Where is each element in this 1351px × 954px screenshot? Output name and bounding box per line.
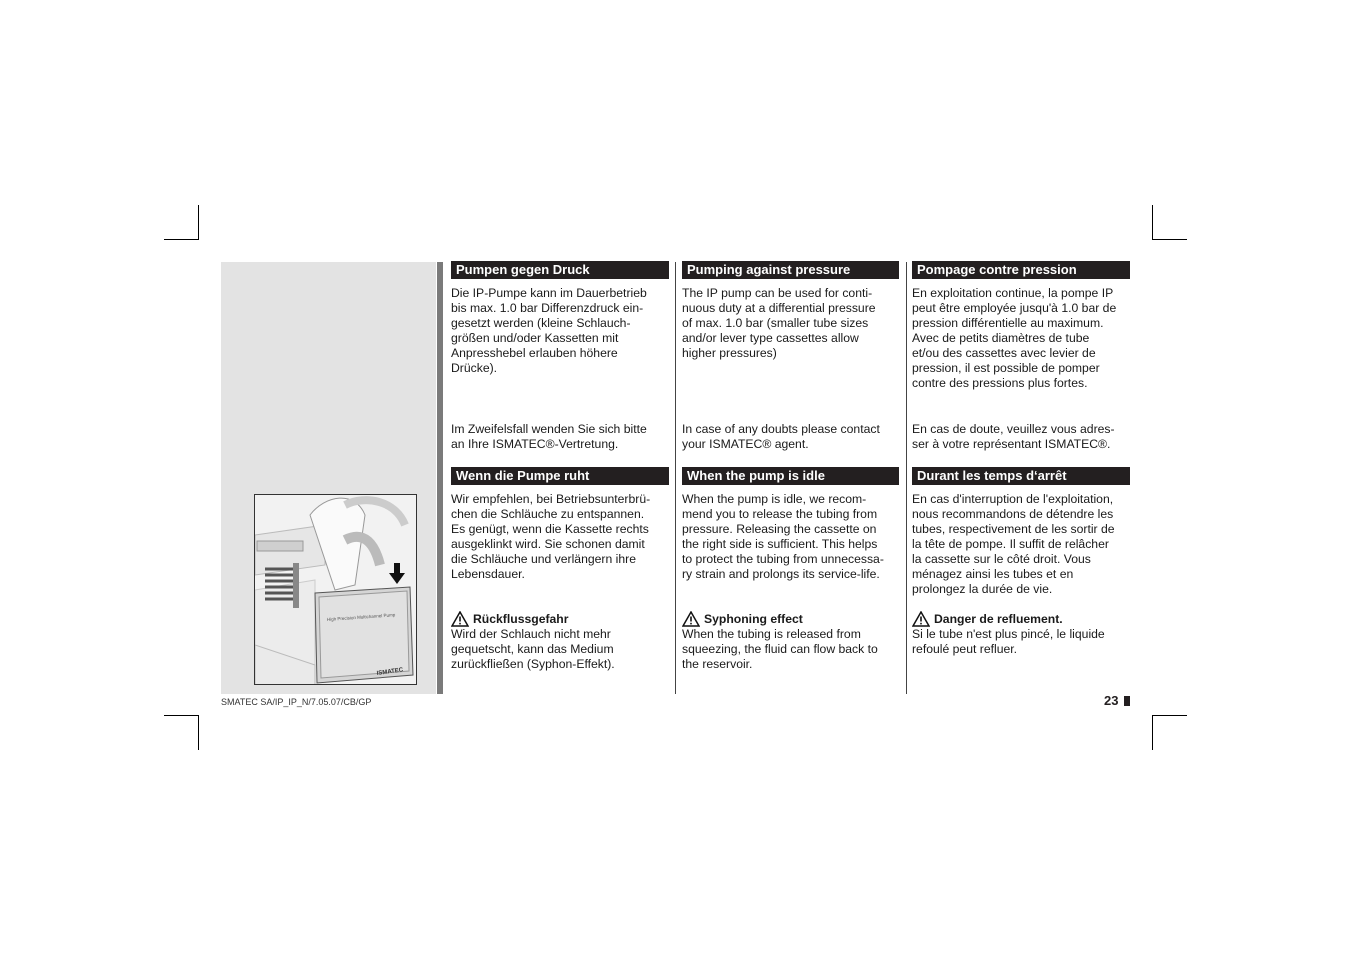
warning-title-row	[682, 609, 902, 627]
warning-title-row	[451, 609, 671, 627]
crop-mark-br-v	[1152, 715, 1153, 750]
column-divider	[906, 262, 907, 694]
crop-mark-tl-v	[198, 205, 199, 240]
warning-block-de	[451, 609, 671, 672]
paragraph-pressure-en: The IP pump can be used for conti- nuous duty at a differential pressure of max. 1.0 bar (smaller tube sizes and/or lever type cassettes allow higher pressures)	[682, 286, 876, 360]
warning-body: Wird der Schlauch nicht mehr gequetscht, kann das Medium zurückfließen (Syphon-Effekt).	[451, 627, 615, 671]
heading-pumping-against-pressure-en: Pumping against pressure	[682, 261, 899, 279]
paragraph-idle-de: Wir empfehlen, bei Betriebsunterbrü- chen die Schläuche zu entspannen. Es genügt, wenn die Kassette rechts ausgeklinkt wird. Sie schonen damit die Schläuche und verlängern ihre Lebensdauer.	[451, 492, 651, 581]
crop-mark-tr-v	[1152, 205, 1153, 240]
warning-block-fr	[912, 609, 1137, 657]
paragraph-idle-en: When the pump is idle, we recom- mend you to release the tubing from pressure. Releasing the cassette on the right side is sufficient. This helps to protect the tubing from unnecessa- ry strain and prolongs its service-life.	[682, 492, 884, 581]
crop-mark-tl-h	[164, 239, 199, 240]
crop-mark-br-h	[1152, 715, 1187, 716]
cassette-label: High Precision Multichannel Pump	[326, 612, 396, 622]
sidebar-rule	[437, 262, 443, 694]
column-divider	[675, 262, 676, 694]
warning-block-en	[682, 609, 902, 672]
paragraph-contact-en: In case of any doubts please contact your ISMATEC® agent.	[682, 422, 880, 451]
heading-pumping-against-pressure-fr: Pompage contre pression	[912, 261, 1130, 279]
page-number: 23	[1104, 693, 1119, 708]
warning-title: Rückflussgefahr	[473, 612, 569, 626]
paragraph-idle-fr: En cas d'interruption de l'exploitation, nous recommandons de détendre les tubes, respectivement de les sortir de la tête de pompe. Il suffit de relâcher la cassette sur le côté droit. Vous ménagez ainsi les tubes et en prolongez la durée de vie.	[912, 492, 1115, 596]
page-number-marker	[1124, 696, 1130, 706]
warning-triangle-icon	[451, 611, 469, 627]
paragraph-pressure-de: Die IP-Pumpe kann im Dauerbetrieb bis max. 1.0 bar Differenzdruck ein- gesetzt werden (kleine Schlauch- größen und/oder Kassetten mit Anpresshebel erlauben höhere Drücke).	[451, 286, 647, 375]
warning-body: Si le tube n'est plus pincé, le liquide refoulé peut refluer.	[912, 627, 1105, 656]
warning-body: When the tubing is released from squeezing, the fluid can flow back to the reservoir.	[682, 627, 878, 671]
heading-pump-idle-fr: Durant les temps d‘arrêt	[912, 467, 1130, 485]
heading-pumping-against-pressure-de: Pumpen gegen Druck	[451, 261, 669, 279]
crop-mark-bl-v	[198, 715, 199, 750]
pump-figure	[254, 494, 417, 685]
warning-triangle-icon	[682, 611, 700, 627]
heading-pump-idle-en: When the pump is idle	[682, 467, 899, 485]
warning-triangle-icon	[912, 611, 930, 627]
brand-label: ISMATEC	[376, 667, 404, 677]
crop-mark-bl-h	[164, 715, 199, 716]
warning-title-row	[912, 609, 1137, 627]
paragraph-contact-de: Im Zweifelsfall wenden Sie sich bitte an Ihre ISMATEC®-Vertretung.	[451, 422, 647, 451]
heading-pump-idle-de: Wenn die Pumpe ruht	[451, 467, 669, 485]
crop-mark-tr-h	[1152, 239, 1187, 240]
document-reference: SMATEC SA/IP_IP_N/7.05.07/CB/GP	[221, 697, 372, 707]
paragraph-contact-fr: En cas de doute, veuillez vous adres- ser à votre représentant ISMATEC®.	[912, 422, 1115, 451]
warning-title: Syphoning effect	[704, 612, 803, 626]
warning-title: Danger de refluement.	[934, 612, 1063, 626]
paragraph-pressure-fr: En exploitation continue, la pompe IP peut être employée jusqu'à 1.0 bar de pression différentielle au maximum. Avec de petits diamètres de tube et/ou des cassettes avec levier de pression, il est possible de pomper contre des pressions plus fortes.	[912, 286, 1117, 390]
